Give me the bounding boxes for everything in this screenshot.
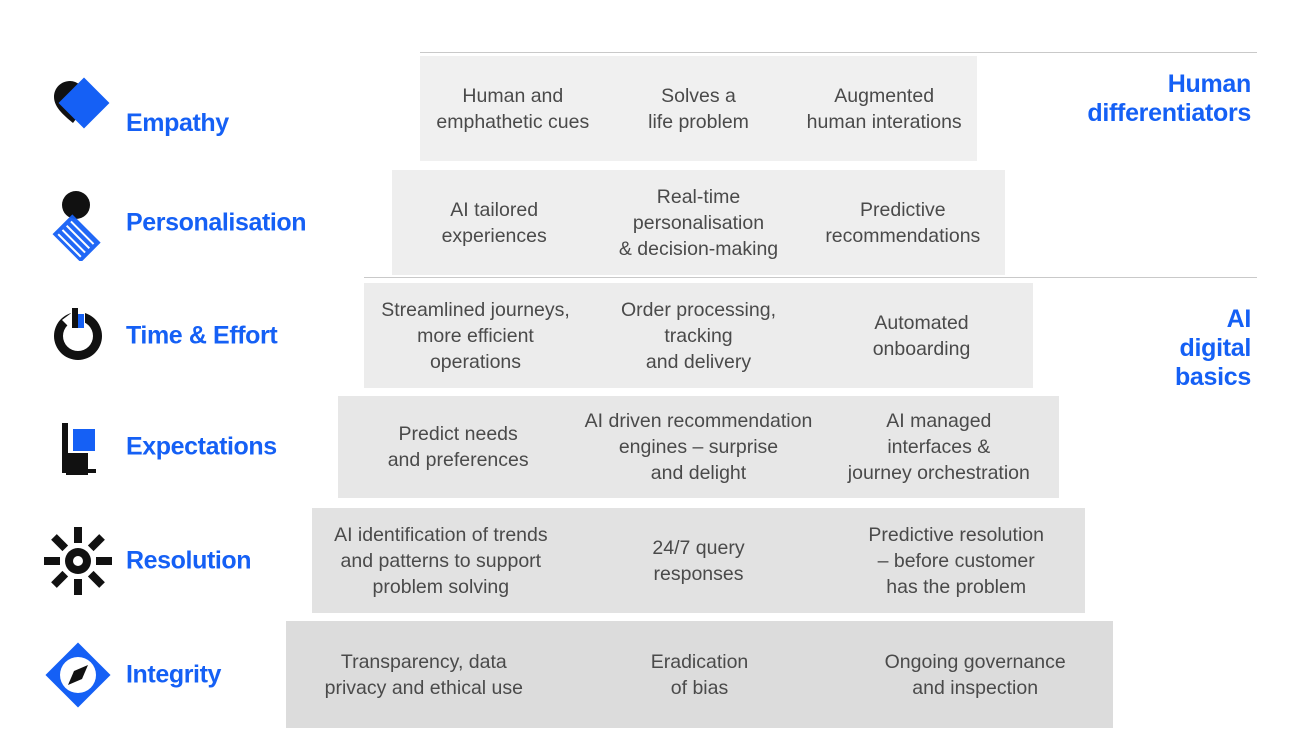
divider-human (420, 52, 1257, 53)
cell: Order processing, tracking and delivery (621, 298, 776, 373)
row-label-expectations: Expectations (126, 432, 277, 461)
row-label-time-effort: Time & Effort (126, 321, 278, 349)
cell: Streamlined journeys, more efficient operations (381, 298, 570, 373)
compass-diamond-icon (40, 637, 116, 713)
cell: Augmented human interations (806, 84, 962, 133)
group-caption-human-differentiators: Human differentiators (1087, 70, 1251, 127)
row-integrity (0, 621, 1297, 728)
row-expectations (0, 396, 1297, 498)
cell: Ongoing governance and inspection (884, 650, 1066, 699)
group-caption-ai-digital-basics: AI digital basics (1174, 305, 1251, 391)
cell: Solves a life problem (648, 84, 749, 133)
cell: AI identification of trends and patterns to support problem solving (334, 523, 548, 598)
cell: AI tailored experiences (441, 198, 547, 247)
cell: Human and emphathetic cues (436, 84, 590, 133)
row-label-integrity: Integrity (126, 660, 222, 688)
bar-blocks-icon (40, 409, 116, 485)
cell: Eradication of bias (650, 650, 749, 699)
divider-ai (364, 277, 1257, 278)
band-integrity (286, 621, 1113, 728)
cell: Transparency, data privacy and ethical use (324, 650, 524, 699)
row-personalisation (0, 170, 1297, 275)
cell: Predictive recommendations (825, 198, 981, 247)
fingerprint-icon (40, 185, 116, 261)
gear-burst-icon (40, 523, 116, 599)
cell: Predictive resolution – before customer has the problem (868, 523, 1044, 598)
cell: 24/7 query responses (652, 536, 745, 585)
heart-diamond-icon (40, 71, 116, 147)
band-time-effort (364, 283, 1033, 388)
cell: AI driven recommendation engines – surprise and delight (584, 410, 813, 484)
band-personalisation (392, 170, 1005, 275)
row-label-empathy: Empathy (126, 108, 229, 137)
cell: Predict needs and preferences (387, 423, 529, 471)
cell: AI managed interfaces & journey orchestration (847, 410, 1030, 484)
band-expectations (338, 396, 1059, 498)
power-button-icon (40, 298, 116, 374)
row-time-effort (0, 283, 1297, 388)
cell: Real-time personalisation & decision-making (618, 185, 779, 260)
cell: Automated onboarding (872, 311, 971, 360)
band-resolution (312, 508, 1085, 613)
row-label-resolution: Resolution (126, 546, 252, 574)
row-label-personalisation: Personalisation (126, 208, 307, 236)
band-empathy (420, 56, 977, 161)
row-resolution (0, 508, 1297, 613)
